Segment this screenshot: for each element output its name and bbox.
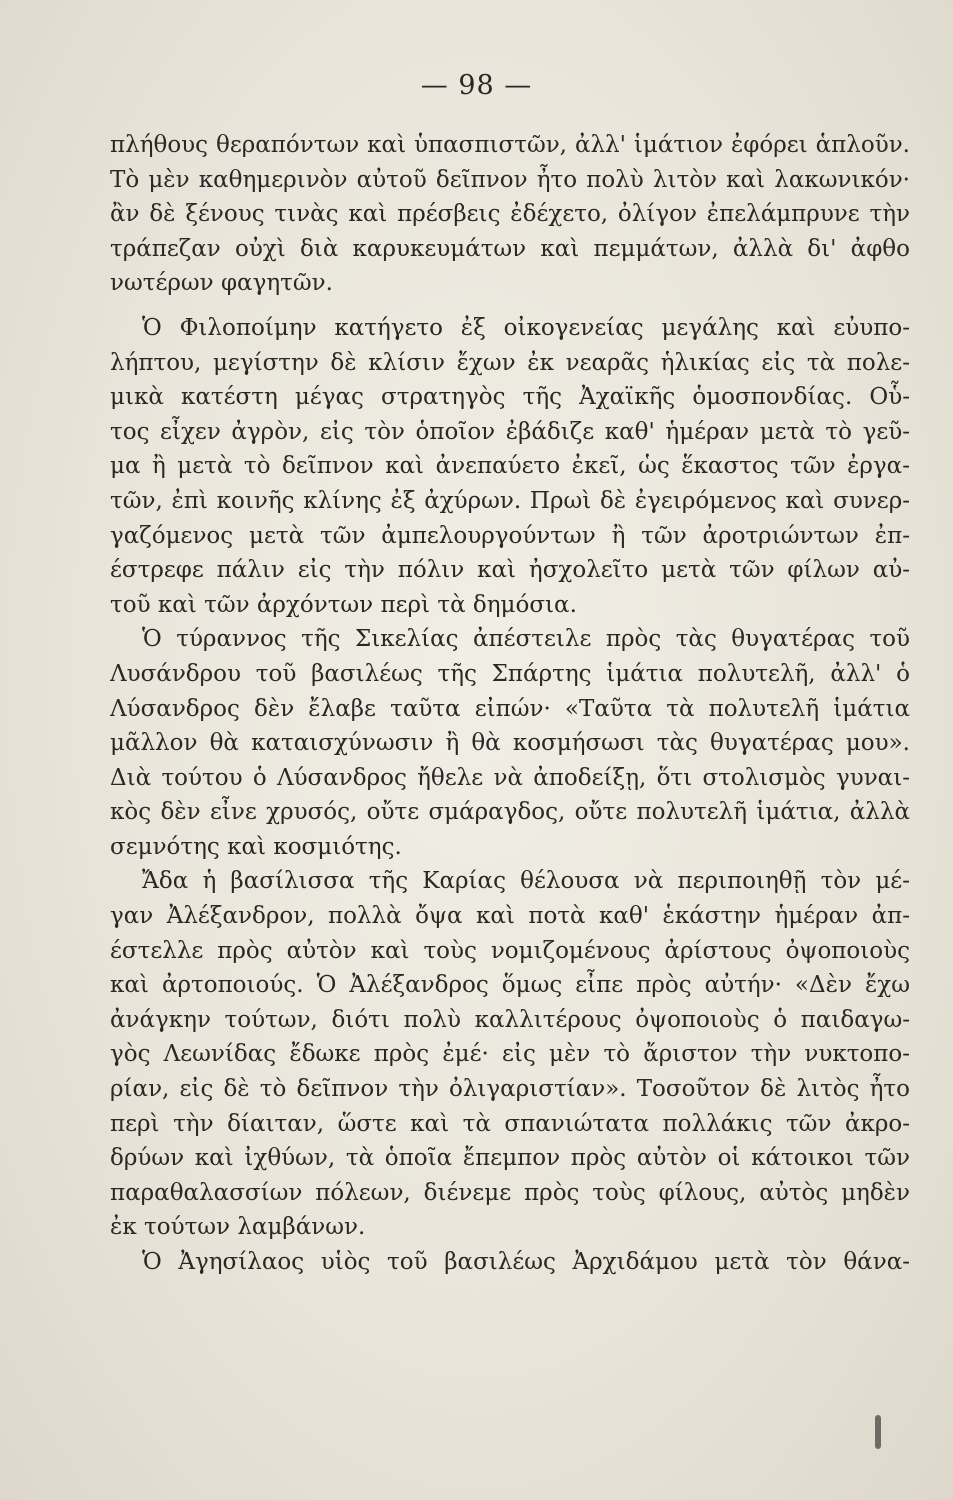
text-line: Λυσάνδρου τοῦ βασιλέως τῆς Σπάρτης ἱμάτια πολυτελῆ, ἀλλ' ὁ [110, 660, 910, 687]
ink-smudge [875, 1415, 881, 1449]
text-line: παραθαλασσίων πόλεων, διένεμε πρὸς τοὺς φίλους, αὐτὸς μηδὲν [110, 1179, 910, 1206]
text-line: γαζόμενος μετὰ τῶν ἀμπελουργούντων ἢ τῶν ἀροτριώντων ἐπ- [110, 522, 910, 549]
text-line: πλήθους θεραπόντων καὶ ὑπασπιστῶν, ἀλλ' ἱμάτιον ἐφόρει ἁπλοῦν. [110, 132, 910, 158]
text-line: τράπεζαν οὐχὶ διὰ καρυκευμάτων καὶ πεμμάτων, ἀλλὰ δι' ἀφθο [110, 235, 910, 262]
text-line: τῶν, ἐπὶ κοινῆς κλίνης ἐξ ἀχύρων. Πρωὶ δὲ ἐγειρόμενος καὶ συνερ- [110, 487, 910, 514]
text-line: ρίαν, εἰς δὲ τὸ δεῖπνον τὴν ὀλιγαριστίαν». Τοσοῦτον δὲ λιτὸς ἦτο [110, 1076, 910, 1103]
text-line: ἐκ τούτων λαμβάνων. [110, 1214, 366, 1241]
text-line: έστελλε πρὸς αὐτὸν καὶ τοὺς νομιζομένους ἀρίστους ὀψοποιοὺς [110, 937, 910, 964]
text-line: δρύων καὶ ἰχθύων, τὰ ὁποῖα ἔπεμπον πρὸς αὐτὸν οἱ κάτοικοι τῶν [110, 1145, 910, 1172]
text-line: νωτέρων φαγητῶν. [110, 270, 333, 297]
text-line: γὸς Λεωνίδας ἔδωκε πρὸς ἐμέ· εἰς μὲν τὸ ἄριστον τὴν νυκτοπο- [110, 1041, 910, 1068]
paragraph-start-line: Ἄδα ἡ βασίλισσα τῆς Καρίας θέλουσα νὰ περιποιηθῇ τὸν μέ- [142, 868, 910, 895]
text-line: ἂν δὲ ξένους τινὰς καὶ πρέσβεις ἐδέχετο, ὀλίγον ἐπελάμπρυνε τὴν [110, 201, 910, 228]
text-line: Τὸ μὲν καθημερινὸν αὐτοῦ δεῖπνον ἦτο πολὺ λιτὸν καὶ λακωνικόν· [110, 166, 910, 193]
text-line: σεμνότης καὶ κοσμιότης. [110, 833, 402, 860]
text-line: τοῦ καὶ τῶν ἀρχόντων περὶ τὰ δημόσια. [110, 591, 577, 618]
text-line: καὶ ἀρτοποιούς. Ὁ Ἀλέξανδρος ὅμως εἶπε πρὸς αὐτήν· «Δὲν ἔχω [110, 972, 910, 999]
text-line: τος εἶχεν ἀγρὸν, εἰς τὸν ὁποῖον ἐβάδιζε καθ' ἡμέραν μετὰ τὸ γεῦ- [110, 418, 910, 445]
text-line: γαν Ἀλέξανδρον, πολλὰ ὄψα καὶ ποτὰ καθ' ἑκάστην ἡμέραν ἀπ- [110, 903, 910, 930]
text-line: έστρεφε πάλιν εἰς τὴν πόλιν καὶ ἠσχολεῖτο μετὰ τῶν φίλων αὐ- [110, 557, 910, 584]
paragraph-start-line: Ὁ τύραννος τῆς Σικελίας ἀπέστειλε πρὸς τὰς θυγατέρας τοῦ [142, 626, 910, 653]
body-text [110, 128, 910, 1280]
text-line: λήπτου, μεγίστην δὲ κλίσιν ἔχων ἐκ νεαρᾶς ἡλικίας εἰς τὰ πολε- [110, 349, 910, 376]
text-line: κὸς δὲν εἶνε χρυσός, οὔτε σμάραγδος, οὔτε πολυτελῆ ἱμάτια, ἀλλὰ [110, 799, 910, 826]
text-line: Διὰ τούτου ὁ Λύσανδρος ἤθελε νὰ ἀποδείξῃ, ὅτι στολισμὸς γυναι- [110, 764, 910, 791]
text-line: περὶ τὴν δίαιταν, ὥστε καὶ τὰ σπανιώτατα πολλάκις τῶν ἀκρο- [110, 1110, 910, 1137]
paragraph-start-line: Ὁ Φιλοποίμην κατήγετο ἐξ οἰκογενείας μεγάλης καὶ εὐυπο- [142, 314, 910, 341]
paragraph-start-line: Ὁ Ἀγησίλαος υἱὸς τοῦ βασιλέως Ἀρχιδάμου μετὰ τὸν θάνα- [142, 1249, 910, 1275]
text-line: ἀνάγκην τούτων, διότι πολὺ καλλιτέρους ὀψοποιοὺς ὁ παιδαγω- [110, 1006, 910, 1033]
text-line: μα ἢ μετὰ τὸ δεῖπνον καὶ ἀνεπαύετο ἐκεῖ, ὡς ἕκαστος τῶν ἐργα- [110, 453, 910, 480]
text-line: Λύσανδρος δὲν ἔλαβε ταῦτα εἰπών· «Ταῦτα τὰ πολυτελῆ ἱμάτια [110, 695, 910, 722]
page-number: — 98 — [420, 70, 533, 101]
text-line: μᾶλλον θὰ καταισχύνωσιν ἢ θὰ κοσμήσωσι τὰς θυγατέρας μου». [110, 730, 910, 757]
text-line: μικὰ κατέστη μέγας στρατηγὸς τῆς Ἀχαϊκῆς ὁμοσπονδίας. Οὗ- [110, 384, 910, 411]
